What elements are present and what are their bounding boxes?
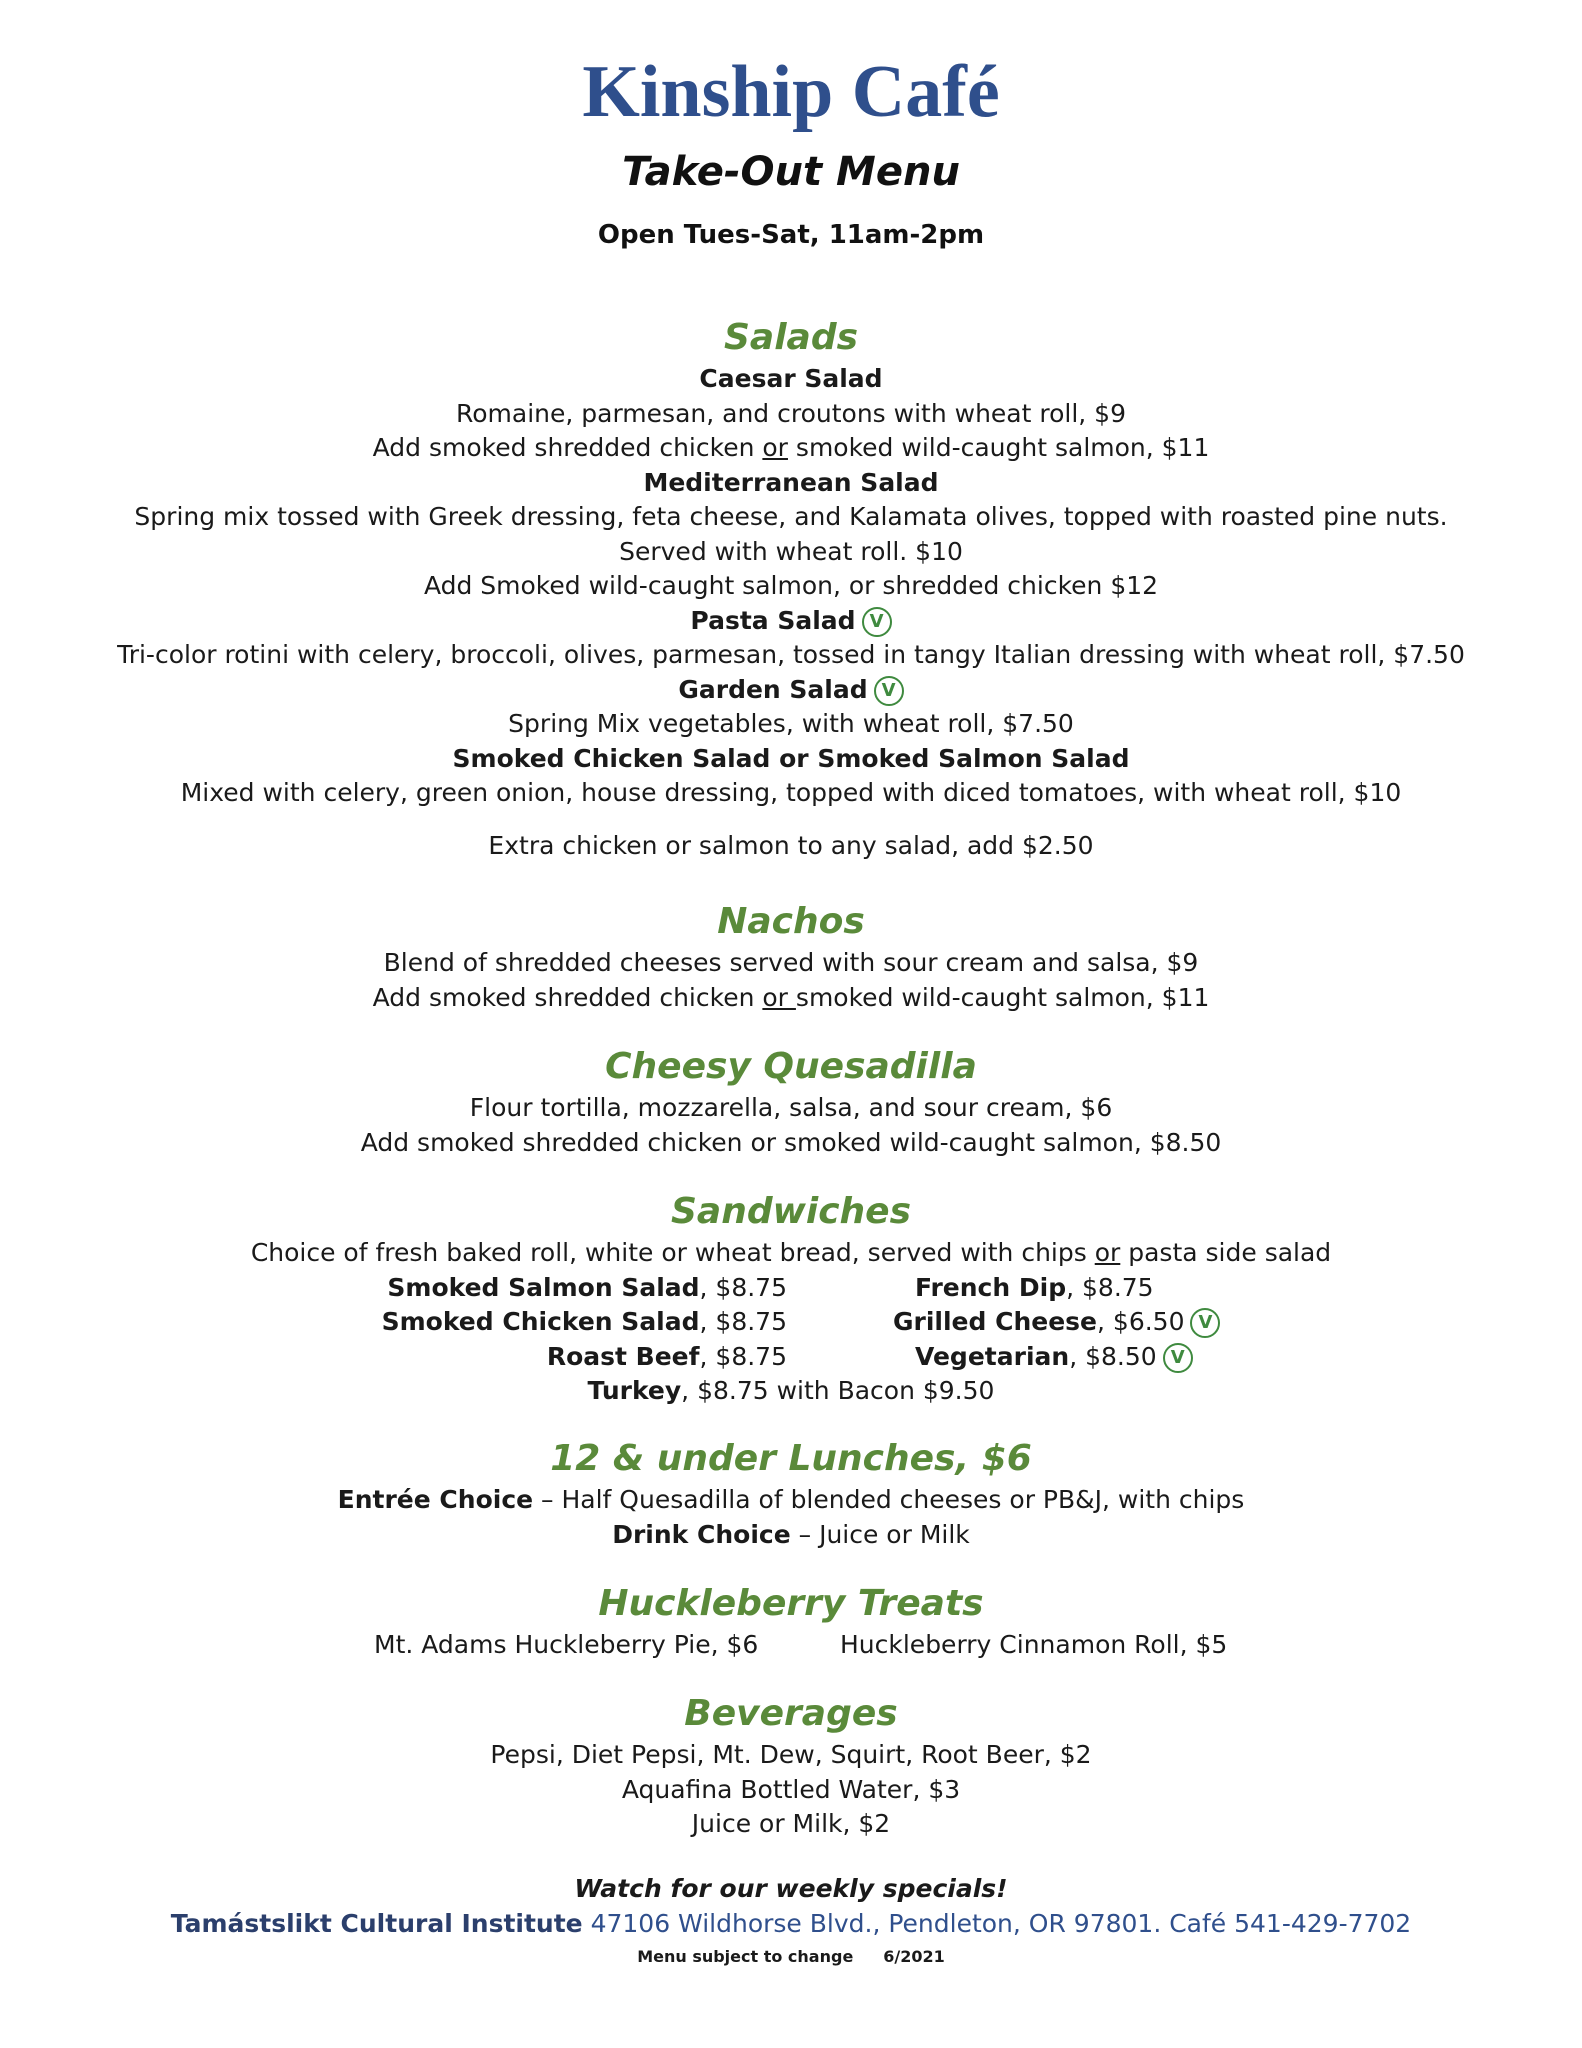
kids-lunch-heading: 12 & under Lunches, $6 — [550, 1438, 1032, 1479]
page-title: Kinship Café — [582, 51, 1000, 133]
vegetarian-icon: V — [874, 676, 904, 706]
item-name: Roast Beef — [546, 1341, 700, 1371]
item-name: Smoked Chicken Salad — [381, 1307, 700, 1336]
kids-lunch-section — [0, 1435, 1582, 1552]
mediterranean-salad-desc: Spring mix tossed with Greek dressing, feta cheese, and Kalamata olives, topped with roasted pine nuts. Served with wheat roll. $10 — [134, 502, 1448, 566]
organization-name: Tamástslikt Cultural Institute — [170, 1909, 583, 1938]
treats-section — [0, 1580, 1582, 1663]
sandwich-row — [0, 1305, 1582, 1340]
beverages-heading: Beverages — [684, 1693, 898, 1734]
pasta-salad-row — [0, 604, 1582, 639]
sandwiches-desc-text: Choice of fresh baked roll, white or wheat bread, served with chips — [250, 1238, 1095, 1267]
huckleberry-cinnamon-roll: Huckleberry Cinnamon Roll, $5 — [840, 1630, 1228, 1659]
beverages-water: Aquafina Bottled Water, $3 — [621, 1774, 961, 1804]
weekly-specials-note: Watch for our weekly specials! — [574, 1874, 1008, 1903]
extra-protein-note: Extra chicken or salmon to any salad, add $2.50 — [488, 830, 1094, 860]
drink-label: Drink Choice — [612, 1519, 791, 1549]
quesadilla-heading: Cheesy Quesadilla — [605, 1046, 977, 1087]
mediterranean-salad-addon: Add Smoked wild-caught salmon, or shredded chicken $12 — [423, 571, 1159, 600]
item-price: , $8.75 — [699, 1307, 787, 1336]
salads-heading: Salads — [723, 317, 859, 358]
entree-label: Entrée Choice — [337, 1485, 534, 1514]
item-name: French Dip — [915, 1272, 1067, 1302]
caesar-salad-addon — [0, 431, 1582, 466]
item-price: , $8.50 — [1069, 1341, 1157, 1371]
footer-note — [0, 1946, 1582, 1968]
quesadilla-desc: Flour tortilla, mozzarella, salsa, and sour cream, $6 — [469, 1093, 1113, 1122]
caesar-salad-desc: Romaine, parmesan, and croutons with wheat roll, $9 — [456, 398, 1126, 428]
treats-row — [0, 1628, 1582, 1663]
sandwiches-heading: Sandwiches — [670, 1191, 912, 1232]
nachos-desc: Blend of shredded cheeses served with sour cream and salsa, $9 — [383, 948, 1199, 977]
item-price: , $6.50 — [1097, 1307, 1185, 1336]
smoked-salad-name: Smoked Chicken Salad or Smoked Salmon Salad — [452, 743, 1130, 773]
item-name: Grilled Cheese — [893, 1307, 1098, 1336]
addon-text: smoked wild-caught salmon, $11 — [787, 433, 1210, 462]
vegetarian-sandwich — [915, 1340, 1193, 1375]
addon-text: smoked wild-caught salmon, $11 — [795, 982, 1210, 1012]
vegetarian-icon: V — [1190, 1308, 1220, 1338]
sandwich-row — [0, 1340, 1582, 1375]
address-phone: 47106 Wildhorse Blvd., Pendleton, OR 97801. Café 541-429-7702 — [582, 1909, 1412, 1938]
opening-hours: Open Tues-Sat, 11am-2pm — [597, 220, 985, 250]
roast-beef-sandwich — [547, 1340, 787, 1375]
drink-text: – Juice or Milk — [790, 1519, 970, 1549]
addon-text: Add smoked shredded chicken — [372, 982, 763, 1012]
huckleberry-pie: Mt. Adams Huckleberry Pie, $6 — [374, 1630, 759, 1659]
nachos-addon — [0, 981, 1582, 1016]
mediterranean-salad-name: Mediterranean Salad — [643, 467, 939, 497]
kids-drink-choice — [0, 1518, 1582, 1553]
sandwich-row — [0, 1271, 1582, 1306]
item-price: , $8.75 — [1066, 1272, 1154, 1302]
quesadilla-section — [0, 1043, 1582, 1160]
grilled-cheese-sandwich — [893, 1305, 1220, 1340]
contact-line — [0, 1906, 1582, 1942]
sandwiches-desc-or: or — [1094, 1238, 1121, 1267]
addon-or: or — [762, 982, 796, 1012]
item-price: , $8.75 — [699, 1341, 787, 1371]
entree-text: – Half Quesadilla of blended cheeses or PB&J, with chips — [533, 1485, 1245, 1514]
addon-or: or — [762, 433, 788, 462]
garden-salad-desc: Spring Mix vegetables, with wheat roll, $7.50 — [508, 709, 1074, 738]
item-name: Smoked Salmon Salad — [387, 1272, 700, 1302]
beverages-juice: Juice or Milk, $2 — [691, 1809, 891, 1838]
kids-entree-choice — [0, 1483, 1582, 1518]
pasta-salad-name: Pasta Salad — [690, 605, 856, 635]
treats-heading: Huckleberry Treats — [598, 1583, 984, 1624]
salads-section — [0, 314, 1582, 863]
nachos-section — [0, 898, 1582, 1015]
french-dip-sandwich — [915, 1271, 1154, 1306]
addon-text: Add smoked shredded chicken — [372, 433, 763, 462]
smoked-salad-desc: Mixed with celery, green onion, house dressing, topped with diced tomatoes, with wheat roll, $10 — [180, 778, 1402, 807]
page-subtitle: Take-Out Menu — [622, 149, 960, 195]
pasta-salad-desc: Tri-color rotini with celery, broccoli, olives, parmesan, tossed in tangy Italian dressing with wheat roll, $7.50 — [117, 640, 1465, 669]
item-price: , $8.75 with Bacon $9.50 — [681, 1376, 995, 1405]
nachos-heading: Nachos — [717, 901, 865, 942]
garden-salad-row — [0, 673, 1582, 708]
sandwiches-desc — [0, 1236, 1582, 1271]
beverages-sodas: Pepsi, Diet Pepsi, Mt. Dew, Squirt, Root Beer, $2 — [490, 1740, 1092, 1769]
item-price: , $8.75 — [699, 1272, 787, 1302]
menu-change-note: Menu subject to change — [637, 1947, 854, 1966]
caesar-salad-name: Caesar Salad — [699, 364, 883, 393]
turkey-sandwich — [0, 1374, 1582, 1409]
item-name: Vegetarian — [915, 1341, 1070, 1371]
vegetarian-icon: V — [862, 607, 892, 637]
beverages-section — [0, 1690, 1582, 1842]
garden-salad-name: Garden Salad — [678, 674, 868, 704]
smoked-salmon-sandwich — [387, 1271, 787, 1306]
vegetarian-icon: V — [1163, 1343, 1193, 1373]
smoked-chicken-sandwich — [382, 1305, 787, 1340]
sandwiches-desc-text: pasta side salad — [1120, 1238, 1332, 1267]
sandwiches-section — [0, 1188, 1582, 1409]
quesadilla-addon: Add smoked shredded chicken or smoked wild-caught salmon, $8.50 — [360, 1127, 1222, 1157]
item-name: Turkey — [587, 1376, 682, 1405]
menu-date: 6/2021 — [883, 1947, 945, 1966]
